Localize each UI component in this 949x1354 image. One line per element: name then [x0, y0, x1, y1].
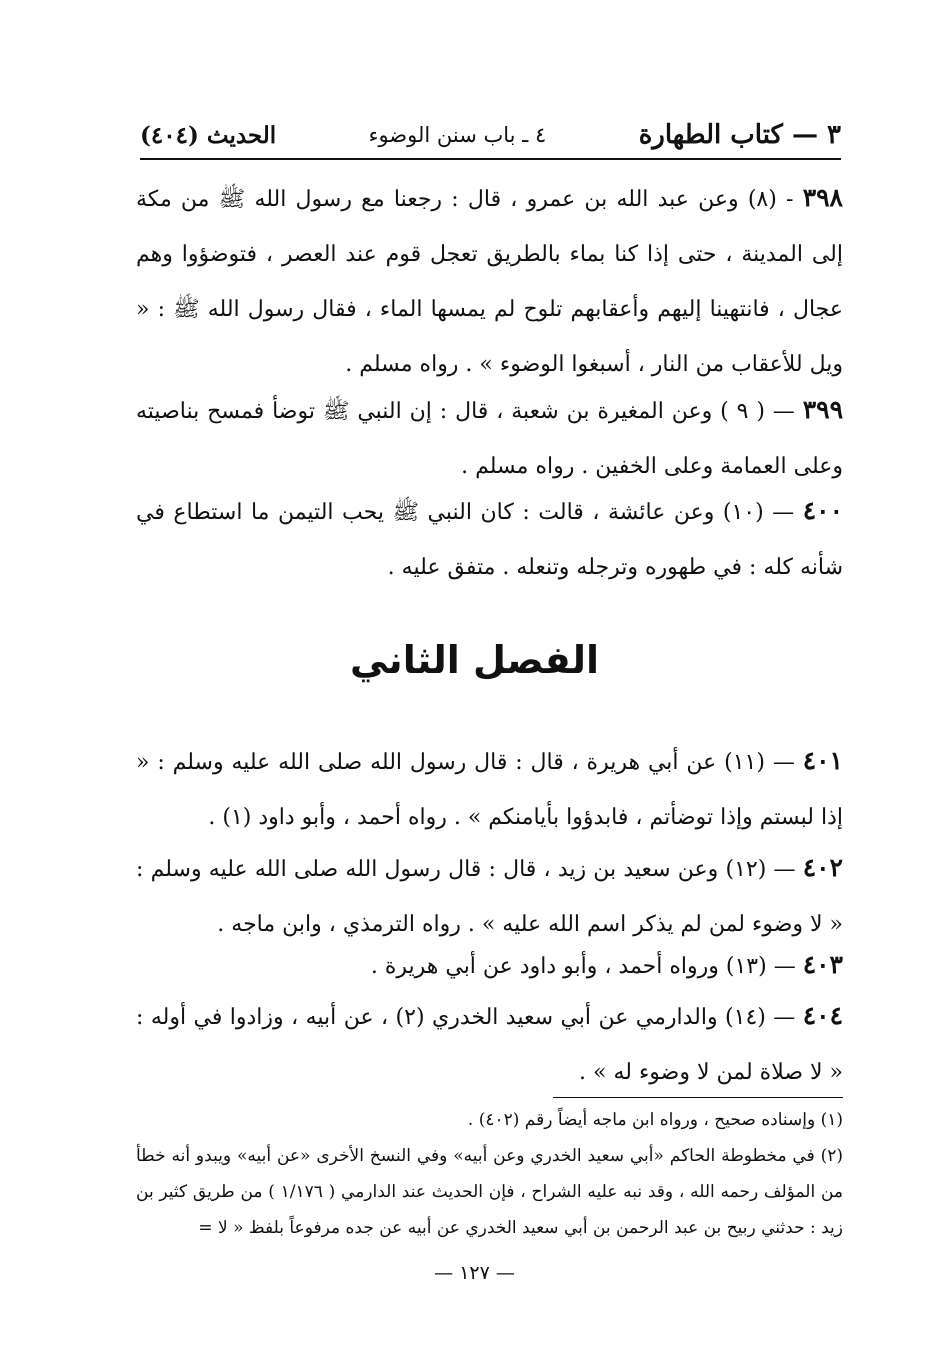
hadith-401 — [136, 733, 843, 845]
hadith-number: ٤٠٣ — [802, 950, 843, 979]
hadith-text: — (١٣) ورواه أحمد ، وأبو داود عن أبي هريرة . — [370, 954, 796, 979]
hadith-number: ٤٠٠ — [802, 496, 844, 525]
hadith-404 — [136, 988, 843, 1100]
hadith-text: - (٨) وعن عبد الله بن عمرو ، قال : رجعنا مع رسول الله ﷺ من مكة إلى المدينة ، حتى إذا كنا بماء بالطريق تعجل قوم عند العصر ، فتوضؤوا وهم عجال ، فانتهينا إليهم وأعقابهم تلوح لم يمسها الماء ، فقال رسول الله ﷺ : « ويل للأعقاب من النار ، أسبغوا الوضوء » . رواه مسلم . — [136, 187, 843, 377]
hadith-text: — (١١) عن أبي هريرة ، قال : قال رسول الله صلى الله عليه وسلم : « إذا لبستم وإذا توضأتم ، فابدؤوا بأيامنكم » . رواه أحمد ، وأبو داود (١) . — [136, 750, 843, 830]
hadith-number: ٣٩٨ — [802, 183, 843, 212]
hadith-402 — [136, 840, 843, 952]
hadith-text: — ( ٩ ) وعن المغيرة بن شعبة ، قال : إن النبي ﷺ توضأ فمسح بناصيته وعلى العمامة وعلى الخفين . رواه مسلم . — [136, 399, 843, 479]
hadith-398 — [136, 170, 843, 392]
hadith-399 — [136, 382, 843, 494]
section-title-header: ٤ ـ باب سنن الوضوء — [368, 123, 547, 147]
running-header — [140, 112, 841, 160]
hadith-text: — (١٢) وعن سعيد بن زيد ، قال : قال رسول الله صلى الله عليه وسلم : « لا وضوء لمن لم يذكر اسم الله عليه » . رواه الترمذي ، وابن ماجه . — [136, 857, 843, 937]
hadith-403 — [136, 937, 843, 994]
footnotes — [136, 1102, 843, 1246]
hadith-number: ٤٠٤ — [802, 1001, 844, 1030]
hadith-number: ٣٩٩ — [802, 395, 844, 424]
hadith-text: — (١٤) والدارمي عن أبي سعيد الخدري (٢) ، عن أبيه ، وزادوا في أوله : « لا صلاة لمن لا وضوء له » . — [136, 1005, 843, 1085]
footnote-1: (١) وإسناده صحيح ، ورواه ابن ماجه أيضاً رقم (٤٠٢) . — [467, 1110, 843, 1130]
chapter-section-heading: الفصل الثاني — [349, 638, 600, 682]
chapter-title: ٣ — كتاب الطهارة — [638, 120, 841, 150]
footnote-divider — [553, 1097, 843, 1098]
page-number: — ١٢٧ — — [434, 1262, 515, 1284]
hadith-number: ٤٠١ — [802, 746, 843, 775]
footnote-2: (٢) في مخطوطة الحاكم «أبي سعيد الخدري وعن أبيه» وفي النسخ الأخرى «عن أبيه» ويبدو أنه خطأ من المؤلف رحمه الله ، وقد نبه عليه الشراح ، فإن الحديث عند الدارمي ( ١/١٧٦ ) من طريق كثير بن زيد : حدثني ربيح بن عبد الرحمن بن أبي سعيد الخدري عن أبيه عن جده مرفوعاً بلفظ « لا = — [136, 1146, 843, 1238]
hadith-400 — [136, 483, 843, 595]
hadith-reference: الحديث (٤٠٤) — [140, 121, 277, 149]
hadith-text: — (١٠) وعن عائشة ، قالت : كان النبي ﷺ يحب التيمن ما استطاع في شأنه كله : في طهوره وترجله وتنعله . متفق عليه . — [136, 500, 843, 580]
hadith-number: ٤٠٢ — [802, 853, 843, 882]
